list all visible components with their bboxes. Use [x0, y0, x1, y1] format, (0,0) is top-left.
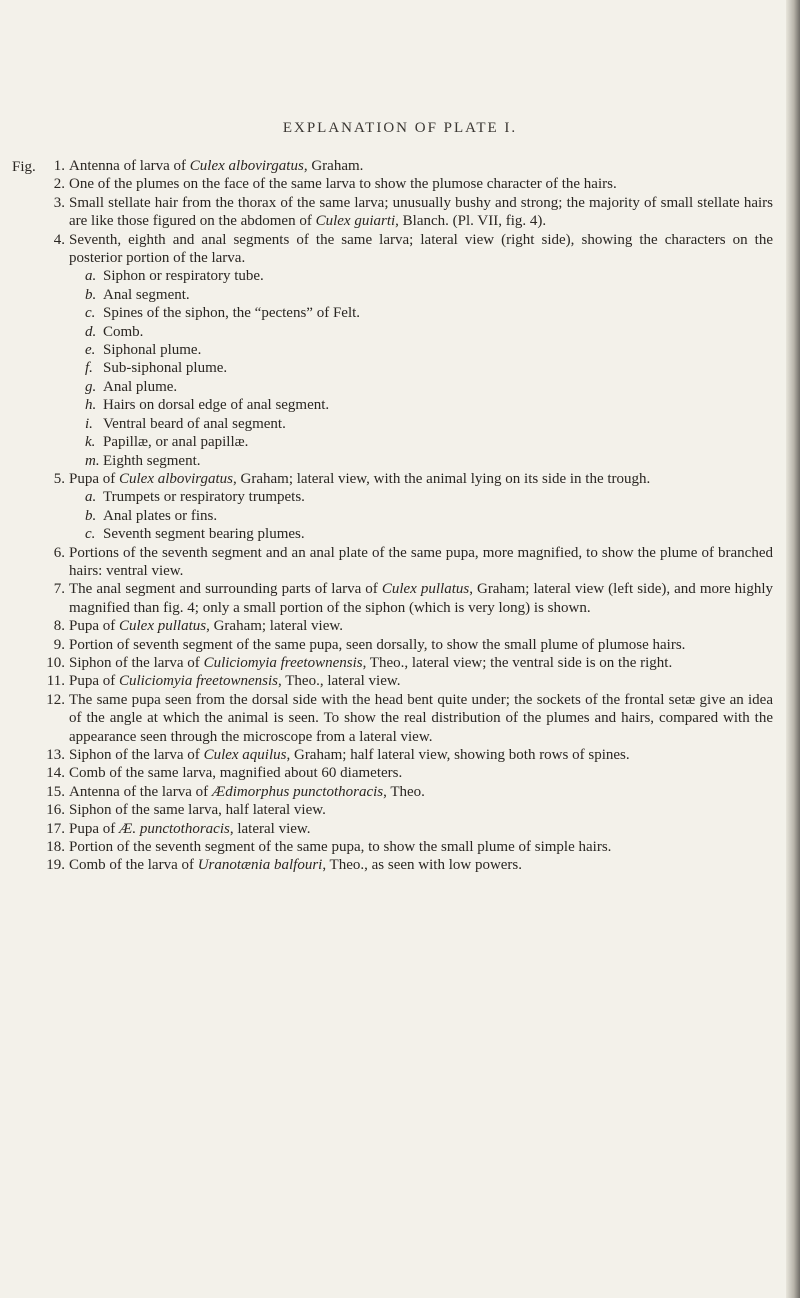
- figure-number: 15.: [46, 783, 65, 800]
- figure-number: 17.: [46, 820, 65, 837]
- figure-entry: [45, 746, 773, 764]
- figure-number: 13.: [46, 747, 65, 763]
- species-name: Culex aquilus: [203, 747, 287, 763]
- figure-sub-entry: [45, 378, 773, 396]
- figure-description: One of the plumes on the face of the same larva to show the plumose character of the hairs.: [69, 176, 617, 193]
- figure-entry: [45, 672, 773, 690]
- species-name: Culex pullatus: [381, 581, 470, 598]
- figure-entry: [45, 783, 773, 801]
- sub-description: Anal segment.: [103, 286, 190, 303]
- figure-description: Pupa of Culex albovirgatus, Graham; lateral view, with the animal lying on its side in the trough.: [69, 470, 651, 487]
- sub-description: Trumpets or respiratory trumpets.: [103, 489, 305, 506]
- figure-entry: [45, 654, 773, 672]
- figure-sub-entry: [45, 415, 773, 433]
- figure-sub-entry: [45, 488, 773, 506]
- sub-description: Hairs on dorsal edge of anal segment.: [103, 397, 330, 414]
- sub-description: Siphon or respiratory tube.: [103, 268, 264, 285]
- species-name: Culiciomyia freetownensis: [119, 673, 279, 690]
- figure-sub-entry: [45, 341, 773, 359]
- sub-description: Spines of the siphon, the “pectens” of Felt.: [103, 305, 361, 322]
- sub-description: Anal plates or fins.: [103, 507, 218, 524]
- sub-letter: f.: [85, 360, 93, 377]
- figure-description: Siphon of the same larva, half lateral view.: [69, 802, 326, 819]
- figure-sub-entry: [45, 396, 773, 414]
- figure-number: 12.: [46, 691, 65, 708]
- figure-entry: [45, 691, 773, 746]
- figure-number: 14.: [46, 765, 65, 782]
- figure-entry: [45, 617, 773, 635]
- sub-letter: d.: [85, 323, 97, 340]
- figure-explanation-list: [45, 157, 773, 875]
- figure-description: Seventh, eighth and anal segments of the same larva; lateral view (right side), showing the characters on the posterior portion of the larva.: [69, 231, 773, 267]
- figure-entry: [45, 801, 773, 819]
- sub-letter: c.: [85, 526, 96, 543]
- figure-number: 8.: [53, 618, 65, 635]
- figure-number: 3.: [53, 194, 65, 211]
- species-name: Culex guiarti: [315, 213, 396, 230]
- figure-entry: [45, 157, 773, 175]
- page-title: EXPLANATION OF PLATE I.: [282, 120, 518, 136]
- sub-description: Sub-siphonal plume.: [103, 360, 228, 377]
- figure-description: Portion of seventh segment of the same pupa, seen dorsally, to show the small plume of plumose hairs.: [69, 636, 686, 653]
- figure-sub-entry: [45, 304, 773, 322]
- figure-number: 1.: [53, 158, 65, 174]
- figure-sub-entry: [45, 452, 773, 470]
- species-name: Culiciomyia freetownensis: [203, 654, 363, 671]
- figure-description: The same pupa seen from the dorsal side with the head bent quite under; the sockets of the frontal setæ give an idea of the angle at which the animal is seen. To show the real distribution of the plumes and hairs, compared with the appearance seen through the microscope from a lateral view.: [69, 691, 773, 745]
- sub-letter: g.: [85, 378, 97, 395]
- figure-entry: [45, 175, 773, 193]
- species-name: Ædimorphus punctothoracis: [211, 783, 384, 800]
- figure-description: Portion of the seventh segment of the same pupa, to show the small plume of simple hairs.: [69, 839, 612, 856]
- sub-description: Anal plume.: [103, 378, 178, 395]
- figure-entry: [45, 470, 773, 488]
- figure-sub-entry: [45, 507, 773, 525]
- figure-number: 10.: [46, 654, 65, 671]
- sub-letter: a.: [85, 489, 97, 506]
- sub-letter: b.: [85, 286, 97, 303]
- figure-description: Small stellate hair from the thorax of the same larva; unusually bushy and strong; the majority of small stellate hairs are like those figured on the abdomen of Culex guiarti, Blanch. (Pl. VII, fig. 4).: [69, 194, 773, 230]
- figure-number: 9.: [53, 636, 65, 653]
- figure-sub-entry: [45, 286, 773, 304]
- figure-number: 11.: [46, 673, 65, 690]
- fig-label: Fig.: [12, 159, 36, 175]
- figure-sub-entry: [45, 525, 773, 543]
- figure-entry: [45, 820, 773, 838]
- sub-letter: h.: [85, 397, 97, 414]
- figure-entry: [45, 838, 773, 856]
- sub-letter: k.: [85, 434, 96, 451]
- figure-number: 18.: [46, 839, 65, 856]
- figure-entry: [45, 856, 773, 874]
- sub-description: Siphonal plume.: [103, 342, 202, 359]
- species-name: Culex pullatus: [119, 618, 207, 635]
- figure-sub-entry: [45, 433, 773, 451]
- sub-letter: c.: [85, 305, 96, 322]
- figure-description: Siphon of the larva of Culex aquilus, Graham; half lateral view, showing both rows of spines.: [69, 747, 630, 763]
- page-edge: [786, 0, 800, 1298]
- figure-number: 6.: [53, 544, 65, 561]
- figure-number: 5.: [53, 470, 65, 487]
- sub-description: Comb.: [103, 323, 144, 340]
- sub-letter: i.: [85, 415, 93, 432]
- species-name: Culex albovirgatus: [119, 470, 234, 487]
- sub-letter: b.: [85, 507, 97, 524]
- figure-description: Portions of the seventh segment and an anal plate of the same pupa, more magnified, to show the plume of branched hairs: ventral view.: [69, 544, 773, 579]
- figure-description: Siphon of the larva of Culiciomyia freetownensis, Theo., lateral view; the ventral side is on the right.: [69, 654, 673, 671]
- figure-entry: [45, 544, 773, 581]
- figure-description: The anal segment and surrounding parts of larva of Culex pullatus, Graham; lateral view (left side), and more highly magnified than fig. 4; only a small portion of the siphon (which is very long) is shown.: [69, 581, 773, 616]
- sub-letter: m.: [85, 452, 100, 469]
- figure-number: 2.: [53, 176, 65, 193]
- sub-letter: e.: [85, 342, 96, 359]
- figure-description: Comb of the larva of Uranotænia balfouri, Theo., as seen with low powers.: [69, 857, 523, 874]
- species-name: Æ. punctothoracis: [119, 820, 230, 837]
- sub-description: Ventral beard of anal segment.: [103, 415, 286, 432]
- figure-sub-entry: [45, 267, 773, 285]
- species-name: Culex albovirgatus: [189, 158, 304, 174]
- figure-entry: [45, 636, 773, 654]
- figure-description: Pupa of Æ. punctothoracis, lateral view.: [69, 820, 311, 837]
- sub-letter: a.: [85, 268, 97, 285]
- figure-description: Pupa of Culex pullatus, Graham; lateral view.: [69, 618, 343, 635]
- figure-entry: [45, 194, 773, 231]
- figure-entry: [45, 580, 773, 617]
- sub-description: Seventh segment bearing plumes.: [103, 526, 305, 543]
- figure-number: 19.: [46, 857, 65, 874]
- figure-sub-entry: [45, 359, 773, 377]
- figure-description: Antenna of the larva of Ædimorphus punctothoracis, Theo.: [69, 783, 425, 800]
- figure-number: 16.: [46, 802, 65, 819]
- figure-number: 7.: [53, 581, 65, 598]
- figure-sub-entry: [45, 323, 773, 341]
- figure-description: Pupa of Culiciomyia freetownensis, Theo., lateral view.: [69, 673, 401, 690]
- figure-number: 4.: [53, 231, 65, 248]
- figure-description: Comb of the same larva, magnified about 60 diameters.: [69, 765, 403, 782]
- species-name: Uranotænia balfouri: [197, 857, 323, 874]
- figure-entry: [45, 231, 773, 268]
- figure-entry: [45, 764, 773, 782]
- sub-description: Papillæ, or anal papillæ.: [103, 434, 249, 451]
- sub-description: Eighth segment.: [103, 452, 201, 469]
- figure-description: Antenna of larva of Culex albovirgatus, Graham.: [69, 158, 364, 174]
